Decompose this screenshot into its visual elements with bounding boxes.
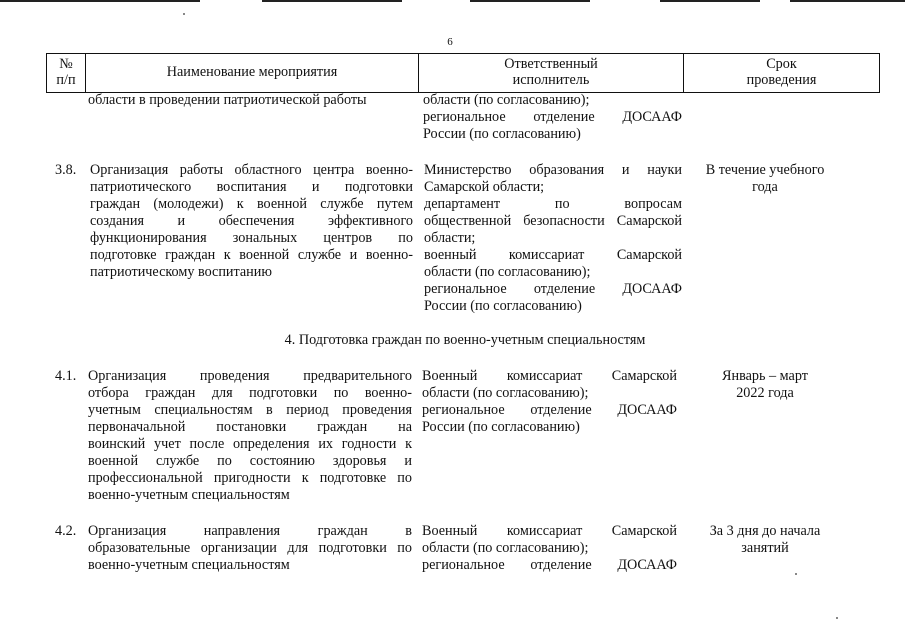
header-num: № п/п: [56, 56, 76, 88]
scan-edge-line: [262, 0, 402, 2]
row-number: 3.8.: [55, 162, 77, 178]
section-heading: 4. Подготовка граждан по военно-учетным специальностям: [284, 332, 646, 348]
row-responsible: области (по согласованию); региональное отделение ДОСААФ России (по согласованию): [423, 92, 682, 142]
scan-speck: [795, 573, 797, 575]
scan-edge-line: [470, 0, 590, 2]
row-term: За 3 дня до начала занятий: [709, 523, 821, 556]
row-responsible: Военный комиссариат Самарской области (по согласованию); региональное отделение ДОСААФ: [422, 523, 677, 573]
header-name: Наименование мероприятия: [166, 64, 338, 80]
header-responsible: Ответственный исполнитель: [504, 56, 598, 88]
row-number: 4.2.: [55, 523, 77, 539]
row-term: В течение учебного года: [705, 162, 825, 195]
scan-speck: [836, 617, 838, 619]
scan-edge-line: [790, 0, 905, 2]
row-term: Январь – март 2022 года: [722, 368, 808, 401]
row-responsible: Министерство образования и науки Самарской области; департамент по вопросам общественной безопасности Самарской области; военный комиссариат Самарской области (по согласованию); региональное отделение ДОСААФ России (по согласованию): [424, 162, 682, 314]
row-name: Организация проведения предварительного отбора граждан для подготовки по военно- учетным специальностям в период проведения первоначальной постановки граждан на воинский учет после определения их годности к военной службе по состоянию здоровья и профессиональной пригодности к подготовке по военно-учетным специальностям: [88, 368, 412, 503]
header-term: Срок проведения: [746, 56, 817, 88]
row-name: области в проведении патриотической работы: [88, 92, 367, 108]
row-number: 4.1.: [55, 368, 77, 384]
row-name: Организация направления граждан в образовательные организации для подготовки по военно-учетным специальностям: [88, 523, 412, 573]
row-name: Организация работы областного центра военно- патриотического воспитания и подготовки граждан (молодежи) к военной службе путем создания и обеспечения эффективного функционирования зональных центров по подготовке граждан к военной службе и военно- патриотическому воспитанию: [90, 162, 413, 280]
row-responsible: Военный комиссариат Самарской области (по согласованию); региональное отделение ДОСААФ России (по согласованию): [422, 368, 677, 435]
page-number: 6: [447, 36, 453, 48]
scan-edge-line: [660, 0, 760, 2]
scan-edge-line: [0, 0, 200, 2]
scan-speck: [183, 13, 185, 15]
